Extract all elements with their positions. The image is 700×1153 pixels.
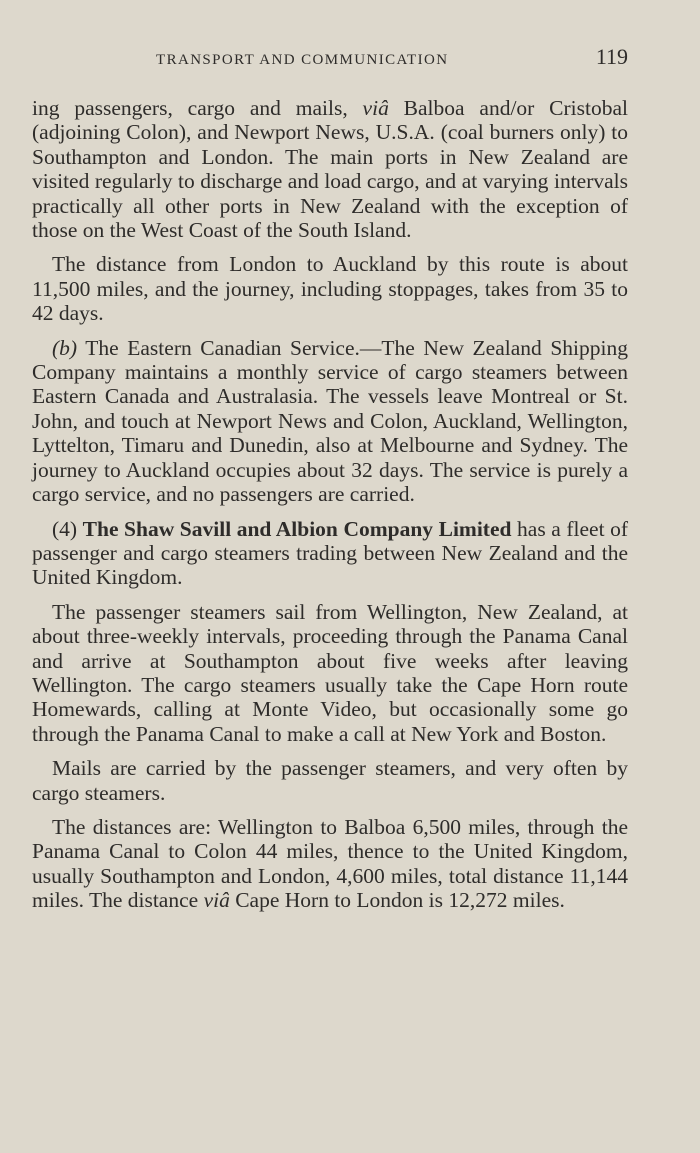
paragraph-3 <box>32 336 628 507</box>
body-text <box>32 96 628 913</box>
paragraph-1-text-a: ing passengers, cargo and mails, <box>32 96 348 120</box>
running-title: TRANSPORT AND COMMUNICATION <box>156 52 449 68</box>
paragraph-6: Mails are carried by the passenger steamers, and very often by cargo steamers. <box>32 756 628 805</box>
paragraph-7-text-b: Cape Horn to London is 12,272 miles. <box>235 888 565 913</box>
paragraph-1-text-b: Balboa and/or Cristobal (adjoining Colon), and Newport News, U.S.A. (coal burners only) to Southampton and London. The main ports in New Zealand are visited regularly to discharge and load cargo, and at varying intervals practically all other ports in New Zealand with the exception of those on the West Coast of the South Island. <box>32 96 629 243</box>
paragraph-5: The passenger steamers sail from Wellington, New Zealand, at about three-weekly intervals, proceeding through the Panama Canal and arrive at Southampton about five weeks after leaving Wellington. The cargo steamers usually take the Cape Horn route Homewards, calling at Monte Video, but occasionally some go through the Panama Canal to make a call at New York and Boston. <box>32 599 628 746</box>
paragraph-4-company: The Shaw Savill and Albion Company Limited <box>82 516 512 541</box>
paragraph-1-via: viâ <box>362 96 389 120</box>
page-number: 119 <box>595 44 628 69</box>
paragraph-7-via: viâ <box>203 888 230 913</box>
page-header <box>32 44 628 80</box>
paragraph-1 <box>32 96 628 242</box>
paragraph-2: The distance from London to Auckland by this route is about 11,500 miles, and the journey, including stoppages, takes from 35 to 42 days. <box>32 252 628 326</box>
paragraph-4 <box>32 517 628 590</box>
paragraph-3-marker: (b) <box>52 335 78 360</box>
paragraph-7 <box>32 815 628 913</box>
paragraph-7-text-a: The distances are: Wellington to Balboa 6,500 miles, through the Panama Canal to Colon 44 miles, thence to the United Kingdom, usually Southampton and London, 4,600 miles, total distance 11,144 miles. The distance <box>32 814 628 913</box>
paragraph-3-text: The Eastern Canadian Service.—The New Zealand Shipping Company maintains a monthly service of cargo steamers between Eastern Canada and Australasia. The vessels leave Montreal or St. John, and touch at Newport News and Colon, Auckland, Wellington, Lyttelton, Timaru and Dunedin, also at Melbourne and Sydney. The journey to Auckland occupies about 32 days. The service is purely a cargo service, and no passengers are carried. <box>32 335 628 507</box>
paragraph-4-text: has a fleet of passenger and cargo steamers trading between New Zealand and the United Kingdom. <box>32 516 629 590</box>
paragraph-4-marker: (4) <box>52 516 78 541</box>
